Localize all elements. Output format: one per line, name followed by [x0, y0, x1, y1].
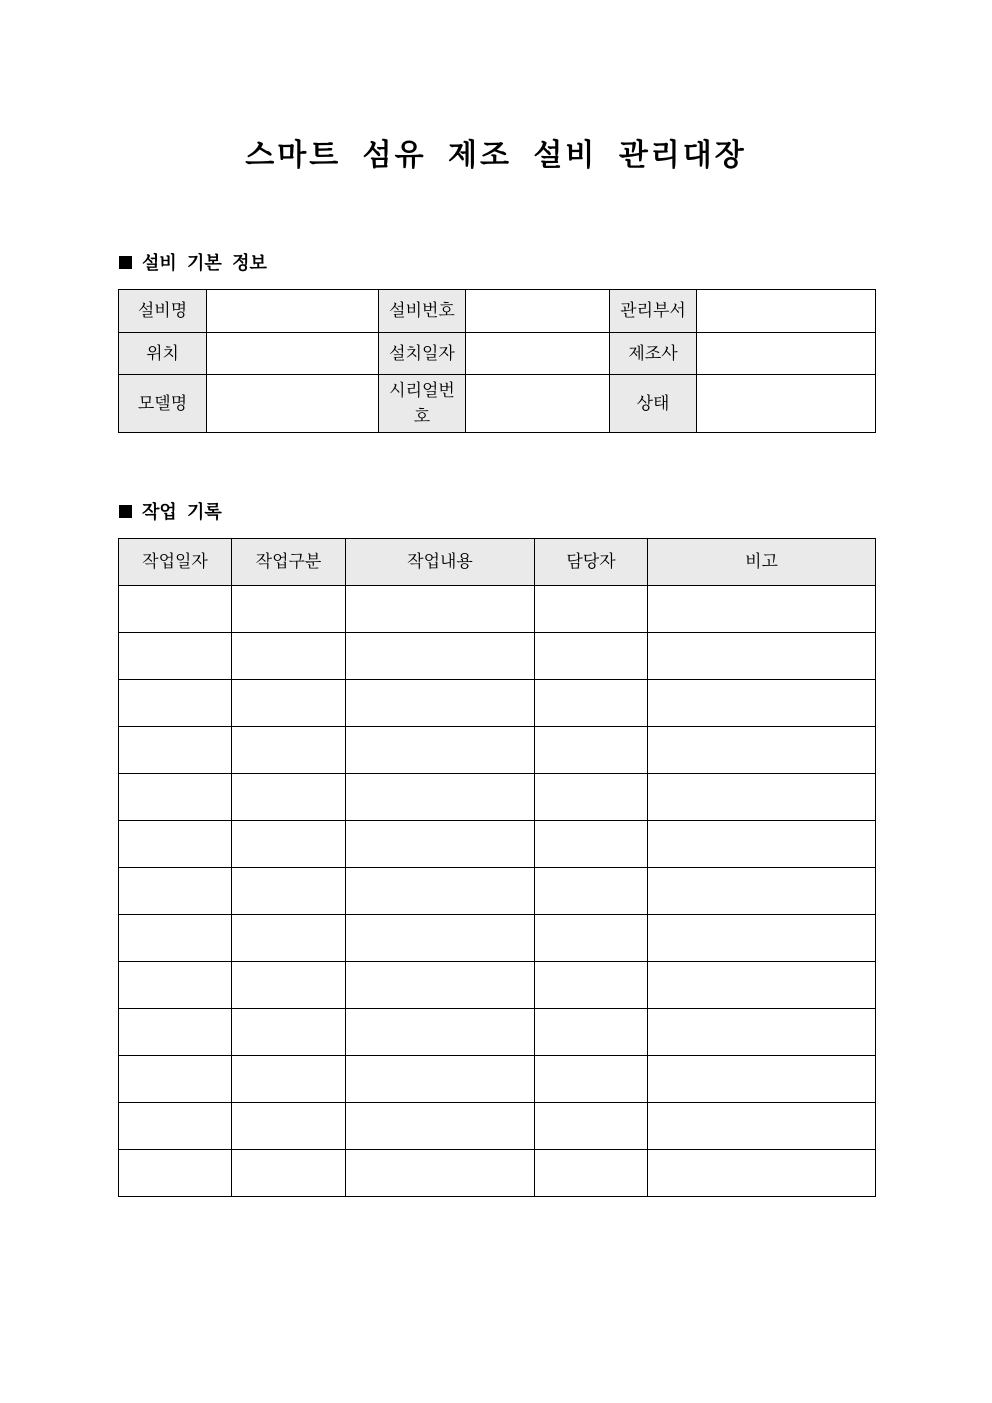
remarks-cell[interactable] — [648, 915, 876, 962]
work-log-table — [118, 538, 876, 1197]
remarks-cell[interactable] — [648, 1103, 876, 1150]
document-title: 스마트 섬유 제조 설비 관리대장 — [245, 138, 747, 173]
work-type-cell[interactable] — [232, 915, 346, 962]
work-details-cell[interactable] — [346, 1150, 535, 1197]
managing-department-field[interactable] — [697, 290, 876, 333]
person-in-charge-cell[interactable] — [535, 1009, 648, 1056]
person-in-charge-cell[interactable] — [535, 774, 648, 821]
info-row — [119, 333, 876, 375]
remarks-cell[interactable] — [648, 962, 876, 1009]
info-row — [119, 375, 876, 433]
work-date-cell[interactable] — [119, 962, 232, 1009]
table-row — [119, 1150, 876, 1197]
work-details-cell[interactable] — [346, 680, 535, 727]
work-type-cell[interactable] — [232, 1056, 346, 1103]
work-type-cell[interactable] — [232, 727, 346, 774]
work-details-cell[interactable] — [346, 821, 535, 868]
remarks-cell[interactable] — [648, 774, 876, 821]
work-type-cell[interactable] — [232, 1103, 346, 1150]
person-in-charge-cell[interactable] — [535, 586, 648, 633]
table-row — [119, 680, 876, 727]
status-field[interactable] — [697, 375, 876, 433]
work-type-cell[interactable] — [232, 962, 346, 1009]
remarks-cell[interactable] — [648, 1056, 876, 1103]
work-details-cell[interactable] — [346, 1103, 535, 1150]
section-heading-label: 설비 기본 정보 — [142, 253, 267, 274]
model-name-field[interactable] — [207, 375, 379, 433]
square-bullet-icon — [119, 256, 132, 269]
work-type-cell[interactable] — [232, 1150, 346, 1197]
person-in-charge-cell[interactable] — [535, 1150, 648, 1197]
column-header-work-date: 작업일자 — [119, 539, 232, 586]
work-details-cell[interactable] — [346, 774, 535, 821]
remarks-cell[interactable] — [648, 821, 876, 868]
work-date-cell[interactable] — [119, 633, 232, 680]
label-status: 상태 — [610, 375, 697, 433]
work-details-cell[interactable] — [346, 633, 535, 680]
table-row — [119, 915, 876, 962]
work-type-cell[interactable] — [232, 633, 346, 680]
remarks-cell[interactable] — [648, 1009, 876, 1056]
label-model-name: 모델명 — [119, 375, 207, 433]
person-in-charge-cell[interactable] — [535, 1103, 648, 1150]
person-in-charge-cell[interactable] — [535, 962, 648, 1009]
label-install-date: 설치일자 — [379, 333, 466, 375]
table-header-row — [119, 539, 876, 586]
work-type-cell[interactable] — [232, 774, 346, 821]
equipment-info-table — [118, 289, 876, 433]
person-in-charge-cell[interactable] — [535, 821, 648, 868]
table-row — [119, 821, 876, 868]
table-row — [119, 1056, 876, 1103]
work-type-cell[interactable] — [232, 821, 346, 868]
work-date-cell[interactable] — [119, 727, 232, 774]
work-details-cell[interactable] — [346, 586, 535, 633]
work-date-cell[interactable] — [119, 868, 232, 915]
info-row — [119, 290, 876, 333]
person-in-charge-cell[interactable] — [535, 868, 648, 915]
table-row — [119, 1009, 876, 1056]
table-row — [119, 774, 876, 821]
work-type-cell[interactable] — [232, 868, 346, 915]
install-date-field[interactable] — [466, 333, 610, 375]
person-in-charge-cell[interactable] — [535, 633, 648, 680]
person-in-charge-cell[interactable] — [535, 915, 648, 962]
work-type-cell[interactable] — [232, 680, 346, 727]
column-header-remarks: 비고 — [648, 539, 876, 586]
label-location: 위치 — [119, 333, 207, 375]
work-details-cell[interactable] — [346, 868, 535, 915]
label-manufacturer: 제조사 — [610, 333, 697, 375]
work-date-cell[interactable] — [119, 1056, 232, 1103]
person-in-charge-cell[interactable] — [535, 727, 648, 774]
work-date-cell[interactable] — [119, 680, 232, 727]
table-row — [119, 962, 876, 1009]
table-row — [119, 633, 876, 680]
person-in-charge-cell[interactable] — [535, 680, 648, 727]
square-bullet-icon — [119, 505, 132, 518]
table-row — [119, 727, 876, 774]
remarks-cell[interactable] — [648, 727, 876, 774]
column-header-work-type: 작업구분 — [232, 539, 346, 586]
section-heading-basic-info — [119, 252, 267, 276]
work-date-cell[interactable] — [119, 774, 232, 821]
work-details-cell[interactable] — [346, 1056, 535, 1103]
label-managing-department: 관리부서 — [610, 290, 697, 333]
table-row — [119, 586, 876, 633]
work-type-cell[interactable] — [232, 586, 346, 633]
column-header-work-details: 작업내용 — [346, 539, 535, 586]
work-date-cell[interactable] — [119, 586, 232, 633]
work-date-cell[interactable] — [119, 821, 232, 868]
work-date-cell[interactable] — [119, 1009, 232, 1056]
work-date-cell[interactable] — [119, 915, 232, 962]
remarks-cell[interactable] — [648, 633, 876, 680]
remarks-cell[interactable] — [648, 868, 876, 915]
section-heading-label: 작업 기록 — [142, 502, 222, 523]
remarks-cell[interactable] — [648, 586, 876, 633]
work-date-cell[interactable] — [119, 1150, 232, 1197]
table-row — [119, 868, 876, 915]
manufacturer-field[interactable] — [697, 333, 876, 375]
section-heading-work-log — [119, 501, 222, 525]
table-row — [119, 1103, 876, 1150]
serial-number-field[interactable] — [466, 375, 610, 433]
label-serial-number: 시리얼번호 — [379, 375, 466, 433]
work-type-cell[interactable] — [232, 1009, 346, 1056]
work-details-cell[interactable] — [346, 962, 535, 1009]
remarks-cell[interactable] — [648, 1150, 876, 1197]
equipment-number-field[interactable] — [466, 290, 610, 333]
work-details-cell[interactable] — [346, 727, 535, 774]
work-details-cell[interactable] — [346, 1009, 535, 1056]
remarks-cell[interactable] — [648, 680, 876, 727]
column-header-person-in-charge: 담당자 — [535, 539, 648, 586]
equipment-name-field[interactable] — [207, 290, 379, 333]
work-details-cell[interactable] — [346, 915, 535, 962]
work-date-cell[interactable] — [119, 1103, 232, 1150]
label-equipment-name: 설비명 — [119, 290, 207, 333]
label-equipment-number: 설비번호 — [379, 290, 466, 333]
person-in-charge-cell[interactable] — [535, 1056, 648, 1103]
location-field[interactable] — [207, 333, 379, 375]
